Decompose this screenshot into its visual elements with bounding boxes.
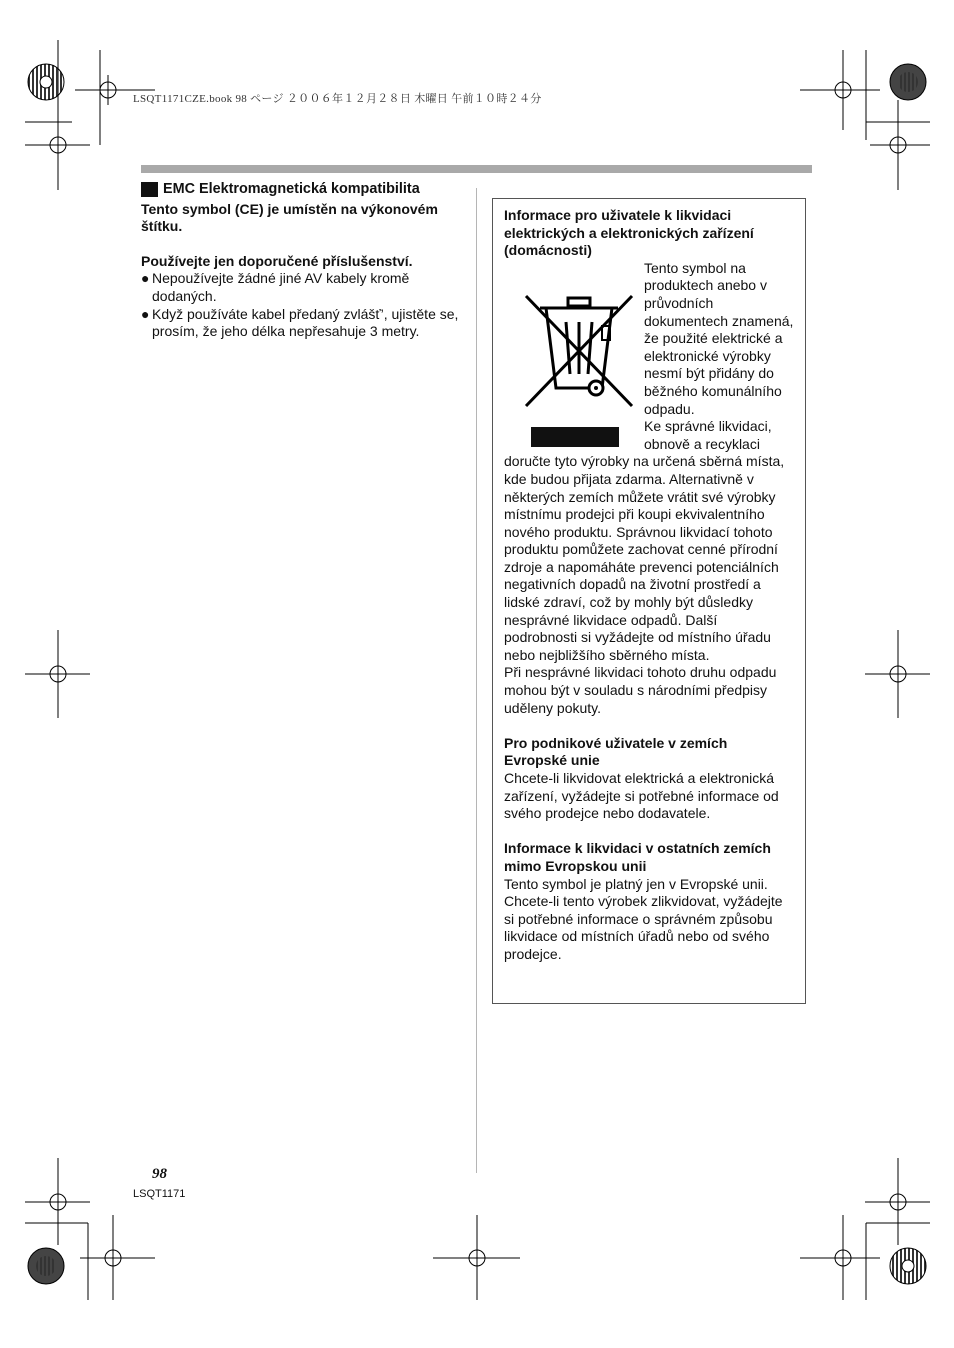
section-bar <box>141 165 812 173</box>
other-countries-heading: Informace k likvidaci v ostatních zemích mimo Evropskou unii <box>504 840 771 874</box>
column-divider <box>476 188 477 1173</box>
list-item <box>141 306 471 341</box>
bullet-icon: ● <box>141 270 150 287</box>
list-item <box>141 270 471 305</box>
crossed-bin-icon <box>504 268 644 450</box>
business-text: Chcete-li likvidovat elektrická a elektronická zařízení, vyžádejte si potřebné informace od svého prodejce nebo dodavatele. <box>504 770 779 822</box>
disposal-para-2: Ke správné likvidaci, obnově a recyklaci doručte tyto výrobky na určená sběrná místa, kde budou přijata zdarma. Alternativně v některých zemích můžete vrátit své výrobky místnímu prodejci při koupi ekvivalentního nového produktu. Správnou likvidací tohoto produktu pomůžete zachovat cenné přírodní zdroje a napomáháte prevenci potenciálních negativních dopadů na životní prostředí a lidské zdraví, což by mohly být důsledky nesprávné likvidace odpadů. Další podrobnosti si vyžádejte od místního úřadu nebo nejbližšího sběrného místa. <box>504 418 785 663</box>
square-bullet-icon <box>141 182 158 197</box>
print-header: LSQT1171CZE.book 98 ページ ２００６年１２月２８日 木曜日 午前１０時２４分 <box>133 93 542 105</box>
left-column <box>141 181 471 341</box>
business-heading: Pro podnikové uživatele v zemích Evropské unie <box>504 734 728 769</box>
list-item-text: Když používáte kabel předaný zvlášť’, ujistěte se, prosím, že jeho délka nepřesahuje 3 metry. <box>152 305 459 340</box>
disposal-para-1: Tento symbol na produktech anebo v průvodních dokumentech znamená, že použité elektrické a elektronické výrobky nesmí být přidány do běžného komunálního odpadu. <box>644 259 794 417</box>
model-code: LSQT1171 <box>133 1188 186 1200</box>
bullet-icon: ● <box>141 305 150 322</box>
page-number: 98 <box>152 1166 167 1182</box>
accessories-heading: Používejte jen doporučené příslušenství. <box>141 252 413 269</box>
list-item-text: Nepoužívejte žádné jiné AV kabely kromě dodaných. <box>152 270 410 304</box>
disposal-heading: Informace pro uživatele k likvidaci elektrických a elektronických zařízení (domácnosti) <box>504 207 754 259</box>
disposal-info-box <box>492 198 806 1004</box>
disposal-para-3: Při nesprávné likvidaci tohoto druhu odpadu mohou být v souladu s národními předpisy uděleny pokuty. <box>504 664 777 716</box>
other-countries-text: Tento symbol je platný jen v Evropské unii. Chcete-li tento výrobek zlikvidovat, vyžádejte si potřebné informace o správném způsobu likvidace od místních úřadů nebo od svého prodejce. <box>504 875 783 962</box>
section-title-text: EMC Elektromagnetická kompatibilita <box>163 181 420 197</box>
section-title <box>141 181 471 199</box>
ce-text: Tento symbol (CE) je umístěn na výkonovém štítku. <box>141 200 438 235</box>
